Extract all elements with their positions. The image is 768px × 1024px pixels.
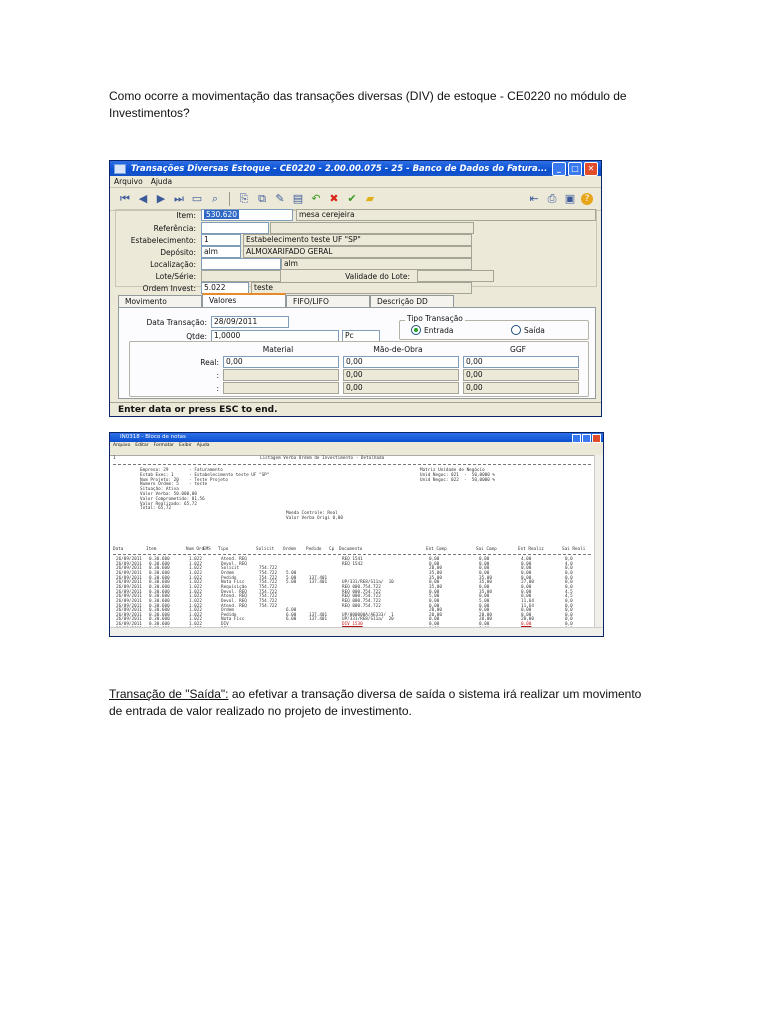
column-header: Sai Comp	[476, 547, 497, 552]
table-cell: 26/09/2011	[116, 589, 142, 595]
header-left-line: Empresa: 29 - Faturamento	[140, 468, 223, 473]
confirm-icon[interactable]: ✔	[347, 192, 357, 205]
table-cell: 754.722	[259, 566, 278, 572]
validade-input	[417, 270, 494, 282]
table-cell: 0,00	[479, 570, 490, 576]
referencia-input[interactable]	[201, 222, 269, 234]
deposito-label: Depósito:	[160, 248, 196, 257]
table-cell: 4,5	[565, 594, 573, 600]
copy-icon[interactable]: ⧉	[258, 192, 266, 205]
table-cell: 0,00	[521, 570, 532, 576]
last-record-icon[interactable]: ⏭	[174, 192, 184, 205]
table-cell: 1.022	[189, 570, 202, 576]
table-cell: 26/09/2011	[116, 561, 142, 567]
folder-icon[interactable]: ▰	[365, 192, 375, 205]
lote-input	[201, 270, 281, 282]
qtde-label: Qtde:	[186, 332, 207, 341]
column-header: Data	[113, 547, 124, 552]
table-cell: 137.401	[309, 580, 328, 586]
unidade-input[interactable]: Pc	[342, 330, 380, 342]
table-cell: 1.022	[189, 589, 202, 595]
table-cell: 20,00	[521, 617, 534, 623]
tab-fifo-lifo[interactable]: FIFO/LIFO	[286, 295, 370, 307]
table-cell: 27,00	[521, 580, 534, 586]
table-cell: Atend. REQ	[221, 557, 247, 562]
table-cell: 26/09/2011	[116, 594, 142, 600]
print-icon[interactable]: ⎙	[547, 192, 557, 205]
table-cell: 26/09/2011	[116, 570, 142, 576]
report-text-area[interactable]	[110, 455, 595, 628]
header-right-line: Unid Negoc: 021 - 50,0000 %	[420, 472, 496, 478]
table-cell: 26/09/2011	[116, 584, 142, 590]
estabelecimento-description: Estabelecimento teste UF "SP"	[243, 234, 472, 246]
table-cell: 0,00	[521, 575, 532, 581]
localizacao-label: Localização:	[150, 260, 196, 269]
menu-arquivo[interactable]: Arquivo	[113, 443, 131, 448]
row2-material	[223, 369, 339, 381]
row3-material	[223, 382, 339, 394]
table-cell: 0.30.600	[149, 608, 170, 614]
report-title: Listagem Verba Ordem de Investimento - Detalhada	[260, 456, 385, 461]
dash-line	[113, 464, 591, 465]
window-icon[interactable]: ▣	[564, 192, 576, 205]
table-cell: 1.022	[189, 608, 202, 614]
table-cell: UP/331/RE8/S11a/ 10	[342, 580, 394, 586]
table-cell: 35,00	[429, 575, 442, 581]
report-window-title: IN0318 - Bloco de notas	[120, 434, 186, 440]
col-material: Material	[262, 345, 294, 354]
table-cell: Atend. REQ	[221, 603, 247, 609]
table-cell: 1.022	[189, 561, 202, 567]
close-icon[interactable]: ✕	[584, 162, 598, 176]
table-cell: 20,00	[479, 617, 492, 623]
delete-icon[interactable]: ✖	[329, 192, 339, 205]
table-cell: 0,00	[429, 589, 440, 595]
table-cell: 0.30.600	[149, 612, 170, 618]
table-cell: 0,00	[479, 561, 490, 567]
horizontal-scrollbar[interactable]	[110, 627, 603, 636]
table-cell: 0,0	[565, 584, 573, 590]
column-header: Ent Comp	[426, 547, 447, 552]
col-ggf: GGF	[510, 345, 526, 354]
estabelecimento-label: Estabelecimento:	[130, 236, 196, 245]
table-cell: 0.30.600	[149, 594, 170, 600]
table-cell: Pedido	[221, 575, 237, 581]
validade-label: Validade do Lote:	[345, 272, 410, 281]
table-cell: 0,00	[429, 617, 440, 623]
table-cell: 26/09/2011	[116, 608, 142, 614]
table-cell: 0,00	[521, 561, 532, 567]
table-cell: 0,00	[479, 566, 490, 572]
table-cell: REQ 000.754.722	[342, 603, 381, 609]
table-cell: 0,00	[521, 594, 532, 600]
table-cell: 26/09/2011	[116, 598, 142, 604]
table-cell: 754.722	[259, 584, 278, 590]
goto-icon[interactable]: ▭	[191, 192, 203, 205]
table-cell: 4,5	[565, 589, 573, 595]
header-left-line: Valor Realizado: 65,72	[140, 501, 197, 507]
data-transacao-input[interactable]: 28/09/2011	[211, 316, 289, 328]
minimize-icon[interactable]: _	[552, 162, 566, 176]
saida-heading: Transação de "Saída":	[109, 687, 229, 701]
table-cell: 0.30.600	[149, 557, 170, 562]
column-header: Documento	[339, 547, 363, 552]
menu-ajuda[interactable]: Ajuda	[150, 177, 173, 186]
table-cell: 1.022	[189, 603, 202, 609]
radio-saida[interactable]: Saída	[511, 325, 545, 335]
page-marker: 1	[113, 456, 116, 461]
table-cell: 0,0	[565, 598, 573, 604]
table-cell: 20,00	[429, 566, 442, 572]
table-cell: 11,64	[521, 603, 534, 609]
transacoes-diversas-window	[109, 160, 602, 417]
table-cell: 6.00	[286, 608, 297, 614]
table-cell: 1.022	[189, 598, 202, 604]
toolbar-separator	[229, 192, 230, 206]
qtde-input[interactable]: 1,0000	[211, 330, 339, 342]
table-cell: 137.401	[309, 612, 328, 618]
table-cell: 5,00	[429, 594, 440, 600]
table-cell: 35,00	[479, 580, 492, 586]
table-cell: 0,00	[429, 622, 440, 628]
table-cell: 0,00	[521, 589, 532, 595]
header-mid-line: Moeda Controle: Real	[286, 511, 338, 516]
table-cell: 1.022	[189, 584, 202, 590]
table-cell: 4,0	[565, 561, 573, 567]
table-cell: 0,0	[565, 608, 573, 614]
saida-text: ao efetivar a transação diversa de saída o sistema irá realizar um movimento de entrada de valor realizado no projeto de investimento.	[109, 687, 642, 718]
table-cell: 137.401	[309, 617, 328, 623]
tab-movimento[interactable]: Movimento	[118, 295, 202, 307]
header-right-line: Matriz Unidade de Negócio	[420, 468, 485, 473]
window-titlebar	[110, 161, 601, 176]
localizacao-description: alm	[281, 258, 472, 270]
table-cell: 5.00	[286, 570, 297, 576]
header-left-line: Total: 65,72	[140, 506, 172, 512]
table-cell: 20,00	[479, 612, 492, 618]
exit-icon[interactable]: ⇤	[529, 192, 539, 205]
app-icon	[114, 164, 126, 174]
table-cell: 0.30.600	[149, 589, 170, 595]
table-cell: 0,00	[521, 584, 532, 590]
previous-record-icon[interactable]: ◀	[138, 192, 148, 205]
table-cell: 0,00	[429, 557, 440, 562]
first-record-icon[interactable]: ⏮	[120, 192, 130, 205]
row2-mao-de-obra: 0,00	[343, 369, 459, 381]
table-cell: DIV	[221, 622, 229, 628]
column-header: Solicit	[256, 547, 275, 552]
table-cell: 0.30.600	[149, 566, 170, 572]
tab-descricao-dd[interactable]: Descrição DD	[370, 295, 454, 307]
table-cell: DIV 1530	[342, 622, 363, 628]
table-cell: 5.00	[286, 575, 297, 581]
list-icon[interactable]: ▤	[292, 192, 304, 205]
minimize-icon[interactable]	[572, 434, 581, 443]
table-cell: 0,00	[521, 622, 532, 628]
table-cell: 5,00	[479, 598, 490, 604]
table-cell: 1.022	[189, 580, 202, 586]
table-cell: Nota Fisc	[221, 580, 245, 586]
table-cell: UP/331/RE8/S11a/ 20	[342, 617, 394, 623]
table-cell: 26/09/2011	[116, 575, 142, 581]
table-cell: 0,00	[429, 561, 440, 567]
table-cell: 754.722	[259, 589, 278, 595]
table-cell: 0,00	[429, 598, 440, 604]
table-cell: 0,00	[479, 584, 490, 590]
estabelecimento-input[interactable]: 1	[201, 234, 241, 246]
table-cell: 26/09/2011	[116, 603, 142, 609]
real-material-input[interactable]: 0,00	[223, 356, 339, 368]
table-cell: REQ 000.754.722	[342, 584, 381, 590]
maximize-icon[interactable]: □	[568, 162, 582, 176]
menu-formatar[interactable]: Formatar	[153, 443, 175, 448]
radio-selected-icon	[411, 325, 421, 335]
table-cell: 0,00	[521, 566, 532, 572]
table-cell: 754.722	[259, 603, 278, 609]
table-cell: 26/09/2011	[116, 580, 142, 586]
referencia-description	[270, 222, 474, 234]
table-cell: 0.30.600	[149, 580, 170, 586]
table-cell: Nota Fisc	[221, 617, 245, 623]
table-cell: Pedido	[221, 612, 237, 618]
table-cell: 0,0	[565, 612, 573, 618]
header-right-line: Unid Negoc: 022 - 50,0000 %	[420, 477, 496, 483]
table-cell: 0.30.600	[149, 570, 170, 576]
table-cell: 26/09/2011	[116, 612, 142, 618]
table-cell: 5.00	[286, 580, 297, 586]
real-mao-de-obra-input[interactable]: 0,00	[343, 356, 459, 368]
table-cell: 1.022	[189, 594, 202, 600]
table-cell: 1.022	[189, 566, 202, 572]
localizacao-input[interactable]	[201, 258, 281, 270]
table-cell: REQ 1541	[342, 557, 363, 562]
deposito-input[interactable]: alm	[201, 246, 241, 258]
col-mao-de-obra: Mão-de-Obra	[373, 345, 423, 354]
table-cell: Devol. REQ	[221, 561, 247, 567]
table-cell: 1.022	[189, 612, 202, 618]
menu-bar	[110, 176, 601, 188]
column-header: EMS	[203, 547, 211, 552]
header-left-line: Estab Exec: 1 - Estabelecimento teste UF "SP"	[140, 472, 270, 478]
row3-mao-de-obra: 0,00	[343, 382, 459, 394]
table-cell: 754.722	[259, 580, 278, 586]
data-transacao-label: Data Transação:	[146, 318, 207, 327]
table-cell: Devol. REQ	[221, 589, 247, 595]
table-cell: REQ 000.754.722	[342, 598, 381, 604]
tipo-transacao-label: Tipo Transação	[407, 314, 463, 323]
search-icon[interactable]: ⌕	[211, 192, 219, 205]
table-cell: 0,00	[479, 622, 490, 628]
column-header: Pedido	[306, 547, 322, 552]
table-cell: 754.722	[259, 570, 278, 576]
window-title: Transações Diversas Estoque - CE0220 - 2.00.00.075 - 25 - Banco de Dados do Fatura...	[131, 163, 548, 174]
column-header: Item	[146, 547, 157, 552]
table-cell: 0,0	[565, 580, 573, 586]
lote-label: Lote/Série:	[155, 272, 196, 281]
report-menu-bar	[110, 442, 603, 450]
tab-valores[interactable]: Valores	[202, 293, 286, 307]
table-cell: 6.00	[286, 612, 297, 618]
column-header: Ent Realiz	[518, 547, 544, 552]
table-cell: 1.022	[189, 622, 202, 628]
column-header: Cp	[329, 547, 335, 552]
item-label: Item:	[176, 211, 196, 220]
saida-explanation	[109, 686, 649, 720]
table-cell: 137.401	[309, 575, 328, 581]
item-description: mesa cerejeira	[296, 209, 596, 221]
table-cell: Ordem	[221, 570, 234, 576]
header-left-line: Num Projeto: 20 - Teste Projeto	[140, 477, 228, 483]
table-cell: 20,00	[429, 608, 442, 614]
vertical-scrollbar[interactable]	[594, 455, 603, 628]
row2-label: :	[216, 371, 219, 380]
table-cell: 0.30.600	[149, 575, 170, 581]
table-cell: 1.022	[189, 575, 202, 581]
table-cell: 0,0	[565, 566, 573, 572]
table-cell: 0.30.600	[149, 622, 170, 628]
table-cell: Requisição	[221, 584, 247, 590]
header-left-line: Valor Comprometido: 81,56	[140, 496, 205, 502]
table-cell: 0.30.600	[149, 561, 170, 567]
header-left-line: Valor Verba: 50.000,00	[140, 492, 197, 497]
table-cell: 0,00	[479, 608, 490, 614]
table-cell: 0.30.600	[149, 598, 170, 604]
table-cell: 0.30.600	[149, 584, 170, 590]
table-cell: Ordem	[221, 608, 234, 614]
table-cell: 6.00	[286, 617, 297, 623]
table-cell: 0,00	[479, 603, 490, 609]
table-cell: Solicit	[221, 566, 240, 572]
table-cell: 26/09/2011	[116, 617, 142, 623]
undo-icon[interactable]: ↶	[311, 192, 321, 205]
maximize-icon[interactable]	[582, 434, 591, 443]
table-cell: REQ 000.754.722	[342, 594, 381, 600]
ordem-invest-description: teste	[251, 282, 472, 294]
deposito-description: ALMOXARIFADO GERAL	[243, 246, 472, 258]
table-cell: 0,0	[565, 603, 573, 609]
table-cell: REQ 000.754.722	[342, 589, 381, 595]
header-left-line: Situação: Ativa	[140, 487, 179, 493]
header-mid-line: Valor Verba Origi 0,00	[286, 515, 343, 521]
column-header: Tipo	[218, 547, 229, 552]
real-ggf-input[interactable]: 0,00	[463, 356, 579, 368]
table-cell: 0.30.600	[149, 617, 170, 623]
help-icon[interactable]: ?	[581, 193, 593, 205]
report-titlebar	[110, 433, 603, 442]
menu-arquivo[interactable]: Arquivo	[114, 177, 143, 186]
table-cell: REQ 1542	[342, 561, 363, 567]
status-bar: Enter data or press ESC to end.	[110, 402, 601, 416]
table-cell: 0,00	[429, 603, 440, 609]
item-input[interactable]: 530.620	[201, 209, 293, 221]
ordem-invest-input[interactable]: 5.022	[201, 282, 249, 294]
column-header: Sai Reali	[562, 547, 586, 552]
next-record-icon[interactable]: ▶	[156, 192, 166, 205]
radio-unselected-icon	[511, 325, 521, 335]
radio-entrada[interactable]: Entrada	[411, 325, 453, 335]
menu-exibir[interactable]: Exibir	[179, 443, 192, 448]
table-cell: 0,0	[565, 575, 573, 581]
table-cell: 26/09/2011	[116, 622, 142, 628]
menu-ajuda[interactable]: Ajuda	[196, 443, 210, 448]
table-cell: 0,0	[565, 622, 573, 628]
header-left-line: Numero Ordem: 5 - teste	[140, 482, 208, 488]
tab-strip	[118, 295, 454, 307]
table-cell: 35,00	[429, 584, 442, 590]
row3-ggf: 0,00	[463, 382, 579, 394]
table-cell: Atend. REQ	[221, 594, 247, 600]
table-cell: 20,00	[429, 612, 442, 618]
intro-question: Como ocorre a movimentação das transações diversas (DIV) de estoque - CE0220 no módulo de Investimentos?	[109, 89, 627, 120]
table-cell: 0,0	[565, 570, 573, 576]
ordem-invest-label: Ordem Invest:	[142, 284, 196, 293]
edit-icon[interactable]: ✎	[275, 192, 285, 205]
real-label: Real:	[200, 358, 219, 367]
table-cell: 35,00	[479, 575, 492, 581]
table-cell: 4,00	[521, 557, 532, 562]
table-cell: 0,00	[479, 594, 490, 600]
table-cell: 1.022	[189, 617, 202, 623]
column-header: Num Ord	[186, 547, 205, 552]
dash-line	[113, 554, 591, 555]
toolbar	[110, 188, 601, 211]
table-cell: 26/09/2011	[116, 566, 142, 572]
valores-panel	[118, 307, 596, 399]
table-cell: 11,64	[521, 598, 534, 604]
table-cell: 754.722	[259, 575, 278, 581]
table-cell: 0,0	[565, 617, 573, 623]
table-cell: 0,00	[429, 580, 440, 586]
row2-ggf: 0,00	[463, 369, 579, 381]
table-cell: 0,00	[521, 608, 532, 614]
table-cell: 1.022	[189, 557, 202, 562]
row3-label: :	[216, 384, 219, 393]
table-cell: Devol. REQ	[221, 598, 247, 604]
table-cell: UP/000000A/AE333/ 1	[342, 612, 394, 618]
referencia-label: Referência:	[153, 224, 196, 233]
table-cell: 0,00	[479, 557, 490, 562]
column-header: Ordem	[283, 547, 296, 552]
table-cell: 35,00	[429, 570, 442, 576]
menu-editar[interactable]: Editar	[135, 443, 149, 448]
table-cell: 0,0	[565, 557, 573, 562]
new-icon[interactable]: ⎘	[239, 192, 249, 205]
table-cell: 754.722	[259, 598, 278, 604]
table-cell: 26/09/2011	[116, 557, 142, 562]
table-cell: 35,00	[479, 589, 492, 595]
table-cell: 754.722	[259, 594, 278, 600]
table-cell: 0.30.600	[149, 603, 170, 609]
close-icon[interactable]	[592, 434, 601, 443]
table-cell: 0,00	[521, 612, 532, 618]
report-notepad-window	[109, 432, 604, 637]
